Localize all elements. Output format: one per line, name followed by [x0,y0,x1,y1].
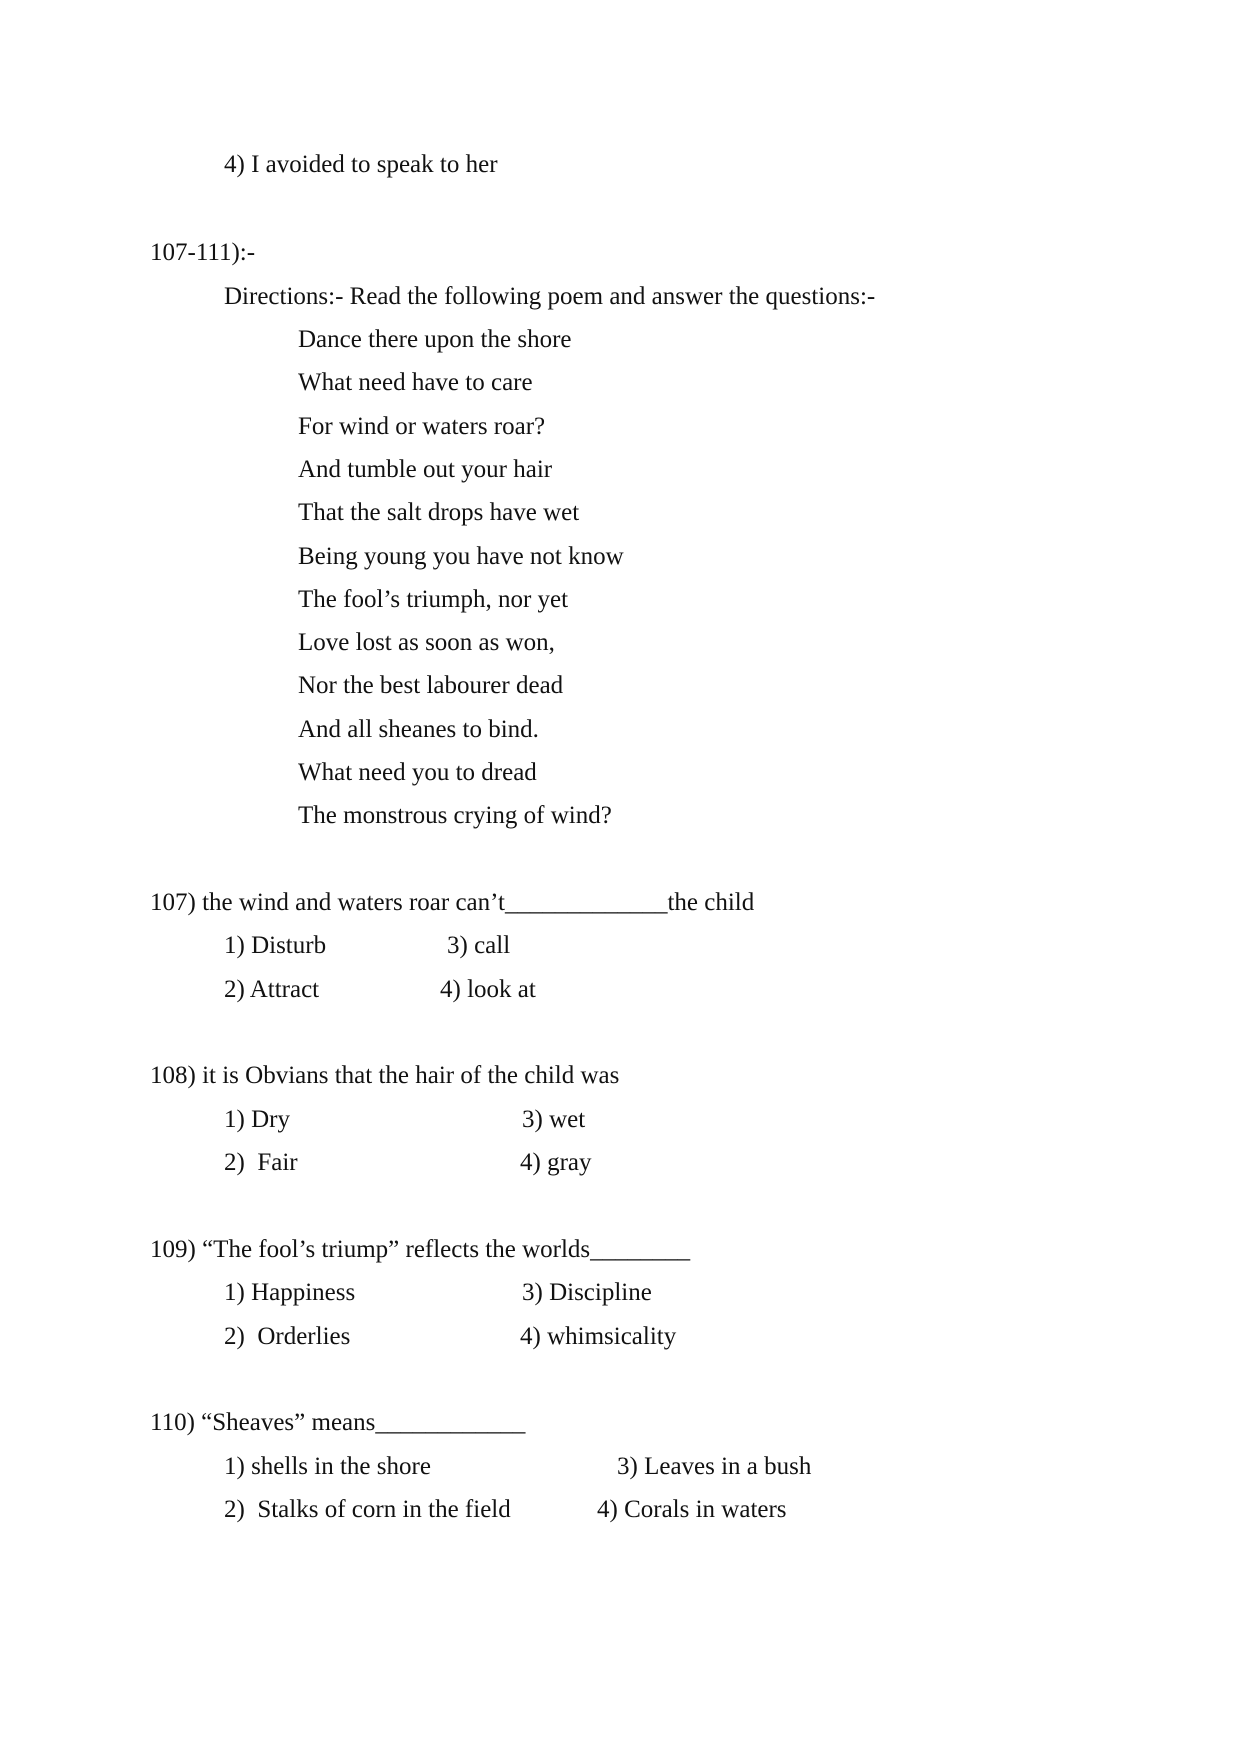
option-3: 3) Leaves in a bush [617,1453,812,1480]
poem-line: The fool’s triumph, nor yet [298,586,569,613]
question-text: 109) “The fool’s triump” reflects the worlds________ [150,1236,691,1263]
poem-line: Love lost as soon as won, [298,629,555,656]
option-1: 1) Happiness [224,1279,356,1306]
carryover-option: 4) I avoided to speak to her [224,151,498,178]
poem-line: And tumble out your hair [298,456,553,483]
option-2: 2) Orderlies [224,1323,351,1350]
directions: Directions:- Read the following poem and answer the questions:- [224,283,876,310]
option-2: 2) Fair [224,1149,298,1176]
section-header: 107-111):- [150,239,256,266]
option-4: 4) whimsicality [520,1323,677,1350]
question-text: 108) it is Obvians that the hair of the child was [150,1062,620,1089]
poem-line: What need you to dread [298,759,537,786]
option-3: 3) call [447,932,511,959]
option-3: 3) wet [522,1106,586,1133]
option-4: 4) Corals in waters [597,1496,787,1523]
poem-line: Nor the best labourer dead [298,672,564,699]
poem-line: Being young you have not know [298,543,624,570]
poem-line: And all sheanes to bind. [298,716,539,743]
poem-line: The monstrous crying of wind? [298,802,612,829]
option-1: 1) Disturb [224,932,327,959]
option-1: 1) shells in the shore [224,1453,431,1480]
option-2: 2) Attract [224,976,320,1003]
poem-line: What need have to care [298,369,533,396]
question-text: 110) “Sheaves” means____________ [150,1409,526,1436]
option-1: 1) Dry [224,1106,290,1133]
option-4: 4) look at [440,976,536,1003]
poem-line: Dance there upon the shore [298,326,572,353]
option-2: 2) Stalks of corn in the field [224,1496,511,1523]
poem-line: That the salt drops have wet [298,499,580,526]
question-text: 107) the wind and waters roar can’t_____________the child [150,889,755,916]
option-3: 3) Discipline [522,1279,652,1306]
poem-line: For wind or waters roar? [298,413,546,440]
option-4: 4) gray [520,1149,592,1176]
